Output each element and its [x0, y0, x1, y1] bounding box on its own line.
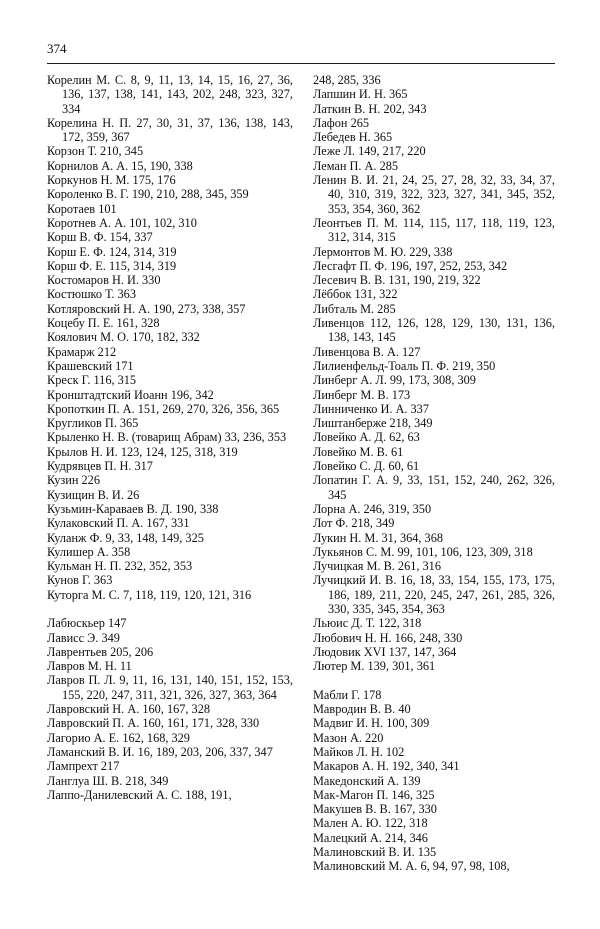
- index-entry: Линберг А. Л. 99, 173, 308, 309: [313, 373, 476, 388]
- header-rule: [47, 63, 555, 64]
- index-column-right: [313, 73, 555, 874]
- index-entry: Креск Г. 116, 315: [47, 373, 137, 388]
- index-entry: Лютер М. 139, 301, 361: [313, 659, 436, 674]
- section-gap: [313, 673, 555, 687]
- index-entry: Лаврентьев 205, 206: [47, 644, 154, 659]
- index-entry: Лот Ф. 218, 349: [313, 516, 395, 531]
- index-entry: Макушев В. В. 167, 330: [313, 802, 437, 817]
- index-entry: Лагорио А. Е. 162, 168, 329: [47, 730, 190, 745]
- index-entry: Лопатин Г. А. 9, 33, 151, 152, 240, 262, 326, 345: [313, 473, 555, 502]
- index-entry: Коротнев А. А. 101, 102, 310: [47, 215, 197, 230]
- index-entry: Крыленко Н. В. (товарищ Абрам) 33, 236, 353: [47, 430, 287, 445]
- section-gap: [47, 602, 293, 616]
- index-entry: Ловейко С. Д. 60, 61: [313, 459, 420, 474]
- index-entry: Кузищин В. И. 26: [47, 487, 140, 502]
- index-entry: Малиновский В. И. 135: [313, 845, 437, 860]
- index-entry: Лавровский Н. А. 160, 167, 328: [47, 702, 210, 717]
- index-entry: Македонский А. 139: [313, 773, 421, 788]
- index-entry: Леман П. А. 285: [313, 158, 399, 173]
- index-entry: Малиновский М. А. 6, 94, 97, 98, 108,: [313, 859, 510, 874]
- index-entry: Людовик XVI 137, 147, 364: [313, 644, 457, 659]
- index-entry: Ленин В. И. 21, 24, 25, 27, 28, 32, 33, 34, 37, 40, 310, 319, 322, 323, 327, 341, 345, 352, 353, 354, 360, 362: [313, 173, 555, 216]
- index-entry: Малецкий А. 214, 346: [313, 830, 428, 845]
- index-entry: Корш В. Ф. 154, 337: [47, 230, 153, 245]
- index-column-left: [47, 73, 293, 802]
- index-entry: Корелина Н. П. 27, 30, 31, 37, 136, 138, 143, 172, 359, 367: [47, 115, 293, 145]
- index-entry: Куторга М. С. 7, 118, 119, 120, 121, 316: [47, 587, 252, 602]
- index-entry: Кулишер А. 358: [47, 544, 131, 559]
- index-entry: Лукин Н. М. 31, 364, 368: [313, 530, 443, 545]
- index-entry: Кропоткин П. А. 151, 269, 270, 326, 356, 365: [47, 401, 280, 416]
- index-entry: Лавров П. Л. 9, 11, 16, 131, 140, 151, 152, 153, 155, 220, 247, 311, 321, 326, 327, 363, 364: [47, 673, 293, 702]
- index-entry: Лаппо-Данилевский А. С. 188, 191,: [47, 787, 232, 802]
- index-entry: Макаров А. Н. 192, 340, 341: [313, 759, 460, 774]
- index-entry: Короленко В. Г. 190, 210, 288, 345, 359: [47, 187, 249, 202]
- index-entry: Лафон 265: [313, 115, 370, 130]
- index-entry: Лермонтов М. Ю. 229, 338: [313, 244, 453, 259]
- index-entry: Ланглуа Ш. В. 218, 349: [47, 773, 169, 788]
- index-entry: Корзон Т. 210, 345: [47, 144, 144, 159]
- index-entry: Мавродин В. В. 40: [313, 702, 411, 717]
- index-entry: Леонтьев П. М. 114, 115, 117, 118, 119, 123, 312, 314, 315: [313, 215, 555, 245]
- index-entry: Любович Н. Н. 166, 248, 330: [313, 630, 463, 645]
- index-entry: Лукьянов С. М. 99, 101, 106, 123, 309, 318: [313, 544, 533, 559]
- index-entry: Куланж Ф. 9, 33, 148, 149, 325: [47, 530, 204, 545]
- index-entry: Мадвиг И. Н. 100, 309: [313, 716, 430, 731]
- index-entry: Котляровский Н. А. 190, 273, 338, 357: [47, 301, 246, 316]
- index-entry: Мазон А. 220: [313, 730, 384, 745]
- index-entry: Корелин М. С. 8, 9, 11, 13, 14, 15, 16, 27, 36, 136, 137, 138, 141, 143, 202, 248, 323, 327, 334: [47, 73, 293, 116]
- index-entry: Лапшин И. Н. 365: [313, 87, 408, 102]
- index-entry: Крылов Н. И. 123, 124, 125, 318, 319: [47, 444, 238, 459]
- index-entry: Лесевич В. В. 131, 190, 219, 322: [313, 273, 481, 288]
- index-entry: Кунов Г. 363: [47, 573, 113, 588]
- index-entry: Кругликов П. 365: [47, 416, 139, 431]
- index-entry: Кронштадтский Иоанн 196, 342: [47, 387, 214, 402]
- index-entry: Коркунов Н. М. 175, 176: [47, 173, 176, 188]
- index-entry: Лампрехт 217: [47, 759, 120, 774]
- index-entry: Латкин В. Н. 202, 343: [313, 101, 427, 116]
- index-entry: Костомаров Н. И. 330: [47, 273, 161, 288]
- index-entry: Мален А. Ю. 122, 318: [313, 816, 428, 831]
- page-number: 374: [47, 41, 67, 56]
- index-entry: Кудрявцев П. Н. 317: [47, 459, 153, 474]
- index-entry: Линберг М. В. 173: [313, 387, 411, 402]
- index-entry: Мак-Магон П. 146, 325: [313, 787, 435, 802]
- index-entry: Ловейко М. В. 61: [313, 444, 404, 459]
- index-entry: Коротаев 101: [47, 201, 117, 216]
- index-entry: Костюшко Т. 363: [47, 287, 136, 302]
- index-entry: Кульман Н. П. 232, 352, 353: [47, 559, 193, 574]
- index-entry: Крашевский 171: [47, 358, 134, 373]
- index-entry: Кузин 226: [47, 473, 100, 488]
- index-entry: Лёббок 131, 322: [313, 287, 398, 302]
- index-entry: Корш Ф. Е. 115, 314, 319: [47, 258, 177, 273]
- index-entry: Лавровский П. А. 160, 161, 171, 328, 330: [47, 716, 260, 731]
- index-entry: Лиштанберже 218, 349: [313, 416, 433, 431]
- index-entry: Лавров М. Н. 11: [47, 659, 132, 674]
- index-entry: Лорна А. 246, 319, 350: [313, 501, 432, 516]
- index-entry: Корш Е. Ф. 124, 314, 319: [47, 244, 177, 259]
- index-entry: Лабюскьер 147: [47, 616, 127, 631]
- index-entry: Льюис Д. Т. 122, 318: [313, 616, 422, 631]
- index-entry: Лучицкая М. В. 261, 316: [313, 559, 441, 574]
- index-entry: Ламанский В. И. 16, 189, 203, 206, 337, 347: [47, 744, 273, 759]
- index-entry: Коялович М. О. 170, 182, 332: [47, 330, 200, 345]
- index-entry: Крамарж 212: [47, 344, 117, 359]
- index-entry: Либталь М. 285: [313, 301, 396, 316]
- index-entry: Коцебу П. Е. 161, 328: [47, 316, 160, 331]
- index-entry: 248, 285, 336: [313, 73, 381, 87]
- index-entry: Лебедев Н. 365: [313, 130, 393, 145]
- index-entry: Линниченко И. А. 337: [313, 401, 429, 416]
- index-entry: Корнилов А. А. 15, 190, 338: [47, 158, 193, 173]
- index-entry: Кузьмин-Караваев В. Д. 190, 338: [47, 501, 219, 516]
- index-entry: Ливенцова В. А. 127: [313, 344, 421, 359]
- index-entry: Лилиенфельд-Тоаль П. Ф. 219, 350: [313, 358, 496, 373]
- index-entry: Лесгафт П. Ф. 196, 197, 252, 253, 342: [313, 258, 508, 273]
- index-entry: Майков Л. Н. 102: [313, 744, 405, 759]
- index-entry: Лучицкий И. В. 16, 18, 33, 154, 155, 173, 175, 186, 189, 211, 220, 245, 247, 261, 285, 326, 330, 335, 345, 354, 363: [313, 573, 555, 616]
- index-entry: Лависс Э. 349: [47, 630, 120, 645]
- index-entry: Ливенцов 112, 126, 128, 129, 130, 131, 136, 138, 143, 145: [313, 316, 555, 345]
- index-entry: Кулаковский П. А. 167, 331: [47, 516, 190, 531]
- index-entry: Леже Л. 149, 217, 220: [313, 144, 426, 159]
- index-entry: Ловейко А. Д. 62, 63: [313, 430, 420, 445]
- index-entry: Мабли Г. 178: [313, 687, 382, 702]
